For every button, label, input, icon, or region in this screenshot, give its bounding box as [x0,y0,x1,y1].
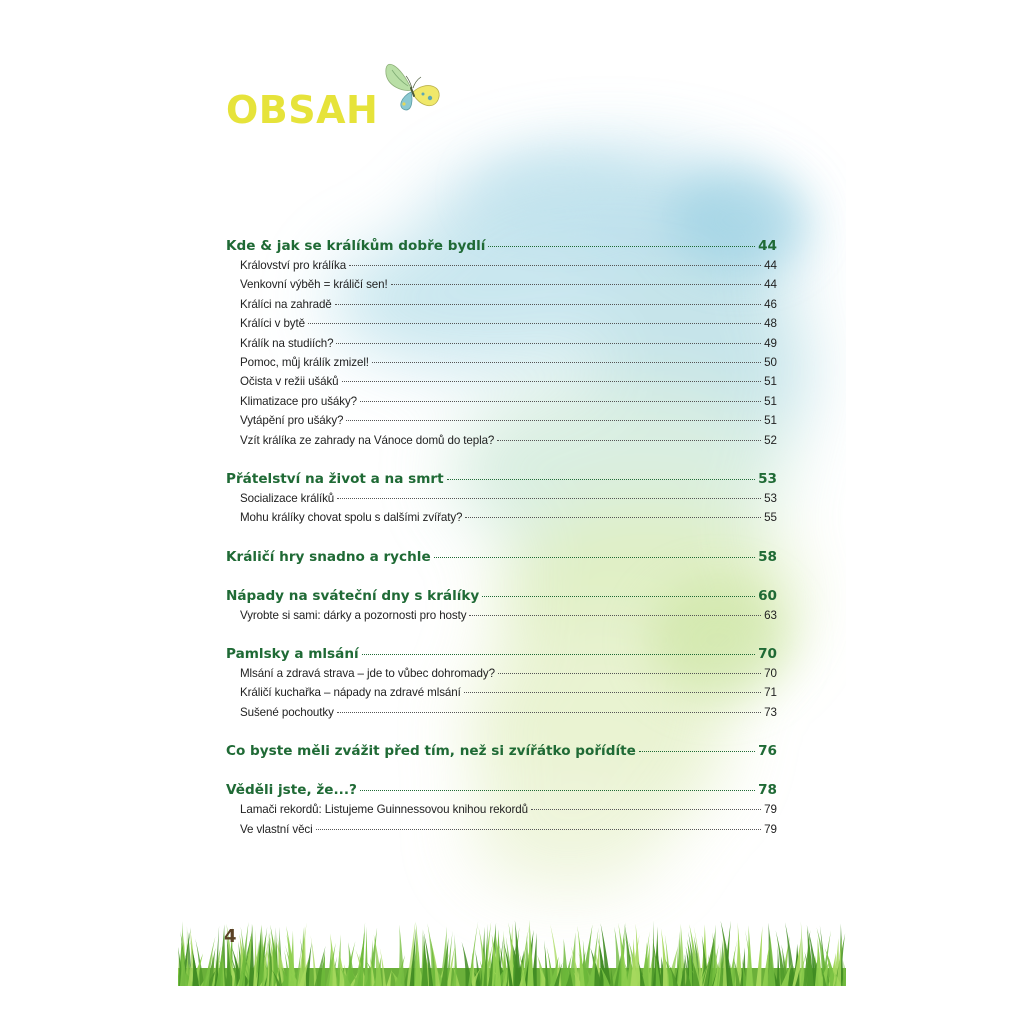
toc-entry-title: Sušené pochoutky [240,705,334,719]
toc-chapter[interactable] [226,236,777,256]
toc-chapter[interactable] [226,469,777,489]
toc-leader-dots [498,673,761,674]
toc-entry-title: Mohu králíky chovat spolu s dalšími zvířaty? [240,511,463,525]
toc-chapter-page: 53 [758,470,777,487]
toc-leader-dots [349,265,761,266]
toc-leader-dots [336,343,761,344]
toc-leader-dots [465,517,761,518]
toc-chapter-page: 76 [758,743,777,760]
toc-entry[interactable] [226,295,777,314]
toc-leader-dots [372,362,761,363]
toc-entry[interactable] [226,392,777,411]
toc-leader-dots [362,654,755,655]
toc-entry-title: Králík na studiích? [240,336,334,350]
toc-leader-dots [434,557,755,558]
toc-entry-page: 50 [764,355,777,369]
toc-entry-page: 52 [764,433,777,447]
toc-entry[interactable] [226,256,777,275]
toc-entry[interactable] [226,820,777,839]
toc-leader-dots [464,692,761,693]
toc-leader-dots [482,596,755,597]
toc-chapter-page: 44 [758,238,777,254]
toc-leader-dots [531,809,761,810]
toc-entry-title: Pomoc, můj králík zmizel! [240,355,369,369]
toc-leader-dots [497,440,761,441]
toc-entry-title: Králičí kuchařka – nápady na zdravé mlsání [240,686,461,700]
toc-chapter[interactable] [226,644,777,664]
toc-entry-page: 71 [764,686,777,700]
toc-entry-page: 49 [764,336,777,350]
toc-chapter-title: Co byste měli zvážit před tím, než si zvířátko pořídíte [226,743,636,760]
toc-chapter-title: Králičí hry snadno a rychle [226,548,431,565]
toc-entry-page: 44 [764,259,777,272]
toc-leader-dots [447,479,755,480]
toc-entry[interactable] [226,683,777,702]
toc-chapter-title: Přátelství na život a na smrt [226,470,444,487]
toc-entry-page: 73 [764,705,777,719]
toc-entry-page: 51 [764,414,777,428]
toc-leader-dots [335,304,761,305]
toc-entry-title: Království pro králíka [240,259,347,272]
toc-entry-page: 53 [764,491,777,505]
toc-entry[interactable] [226,372,777,391]
toc-chapter-title: Nápady na sváteční dny s králíky [226,587,480,604]
toc-entry-title: Vytápění pro ušáky? [240,414,344,428]
toc-entry-page: 55 [764,511,777,525]
toc-leader-dots [337,498,761,499]
toc-entry-title: Vzít králíka ze zahrady na Vánoce domů do tepla? [240,433,495,447]
toc-entry[interactable] [226,664,777,683]
toc-entry-title: Lamači rekordů: Listujeme Guinnessovou knihou rekordů [240,803,528,817]
toc-entry-title: Ve vlastní věci [240,822,313,836]
toc-leader-dots [391,284,762,285]
toc-entry-title: Klimatizace pro ušáky? [240,394,358,408]
grass-illustration [178,916,846,986]
book-page [178,40,846,986]
toc-entry-page: 51 [764,375,777,389]
toc-chapter-title: Kde & jak se králíkům dobře bydlí [226,238,486,254]
toc-entry[interactable] [226,314,777,333]
toc-chapter[interactable] [226,586,777,606]
toc-chapter-page: 70 [758,646,777,663]
toc-entry-title: Očista v režii ušáků [240,375,339,389]
toc-chapter-title: Věděli jste, že...? [226,782,357,799]
toc-entry-title: Venkovní výběh = králičí sen! [240,278,388,292]
toc-chapter-title: Pamlsky a mlsání [226,646,359,663]
toc-chapter[interactable] [226,547,777,567]
table-of-contents [226,236,777,839]
toc-entry[interactable] [226,489,777,508]
toc-entry-page: 79 [764,822,777,836]
toc-entry-title: Socializace králíků [240,491,335,505]
toc-entry-title: Králíci v bytě [240,317,305,331]
butterfly-icon [378,54,448,122]
toc-entry-page: 48 [764,317,777,331]
page-number: 4 [224,926,237,947]
toc-leader-dots [639,751,755,752]
toc-chapter-page: 60 [758,587,777,604]
toc-entry[interactable] [226,703,777,722]
toc-entry-page: 46 [764,297,777,311]
toc-entry-title: Mlsání a zdravá strava – jde to vůbec dohromady? [240,667,495,681]
toc-entry[interactable] [226,606,777,625]
toc-chapter[interactable] [226,741,777,761]
toc-entry[interactable] [226,334,777,353]
toc-leader-dots [337,712,761,713]
toc-leader-dots [360,790,755,791]
toc-leader-dots [308,323,761,324]
page-title: OBSAH [226,88,379,132]
toc-chapter[interactable] [226,780,777,800]
toc-entry-page: 79 [764,803,777,817]
toc-chapter-page: 78 [758,782,777,799]
toc-entry-page: 51 [764,394,777,408]
toc-leader-dots [316,829,761,830]
toc-entry[interactable] [226,431,777,450]
toc-leader-dots [346,420,761,421]
toc-entry[interactable] [226,353,777,372]
toc-entry-title: Králíci na zahradě [240,297,332,311]
toc-entry-page: 70 [764,667,777,681]
toc-entry-page: 63 [764,608,777,622]
toc-leader-dots [469,615,761,616]
toc-entry[interactable] [226,411,777,430]
toc-leader-dots [342,381,762,382]
toc-leader-dots [488,246,755,247]
toc-chapter-page: 58 [758,548,777,565]
toc-entry-page: 44 [764,278,777,292]
toc-entry[interactable] [226,275,777,294]
toc-entry[interactable] [226,800,777,819]
toc-leader-dots [360,401,761,402]
toc-entry[interactable] [226,508,777,527]
toc-entry-title: Vyrobte si sami: dárky a pozornosti pro hosty [240,608,467,622]
